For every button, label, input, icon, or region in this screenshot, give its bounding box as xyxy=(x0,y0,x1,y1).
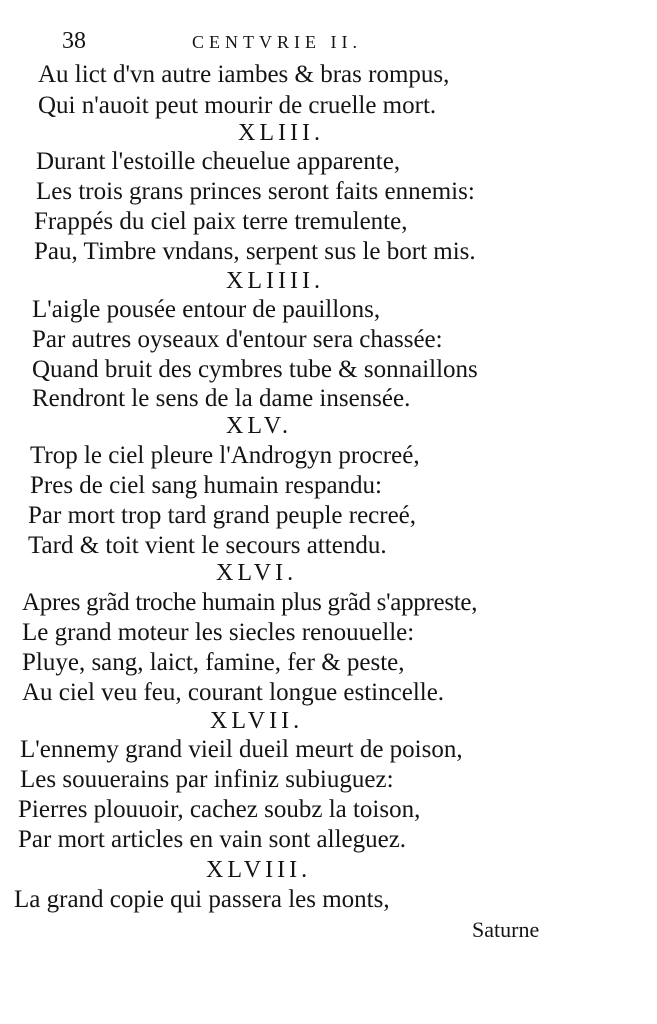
verse-line: La grand copie qui passera les monts, xyxy=(14,886,390,913)
verse-line: Pau, Timbre vndans, serpent sus le bort mis. xyxy=(34,238,476,265)
quatrain-numeral: XLIIII. xyxy=(226,268,324,294)
quatrain-numeral: XLIII. xyxy=(238,120,324,146)
verse-line: Quand bruit des cymbres tube & sonnaillons xyxy=(32,356,478,383)
verse-line: Par mort trop tard grand peuple recreé, xyxy=(28,502,417,529)
verse-line: Au lict d'vn autre iambes & bras rompus, xyxy=(38,61,450,88)
verse-line: Apres grãd troche humain plus grãd s'appreste, xyxy=(22,589,478,616)
verse-line: L'aigle pousée entour de pauillons, xyxy=(32,296,381,323)
verse-line: Par autres oyseaux d'entour sera chassée: xyxy=(32,326,443,353)
verse-line: Frappés du ciel paix terre tremulente, xyxy=(34,208,408,235)
verse-line: Pierres plouuoir, cachez soubz la toison, xyxy=(18,796,421,823)
verse-line: Par mort articles en vain sont alleguez. xyxy=(18,826,407,853)
verse-line: Tard & toit vient le secours attendu. xyxy=(28,532,387,559)
verse-line: Le grand moteur les siecles renouuelle: xyxy=(22,619,415,646)
verse-line: Au ciel veu feu, courant longue estincelle. xyxy=(22,679,445,706)
verse-line: Qui n'auoit peut mourir de cruelle mort. xyxy=(38,92,437,119)
verse-line: Rendront le sens de la dame insensée. xyxy=(32,385,411,412)
verse-line: Les souuerains par infiniz subiuguez: xyxy=(20,766,394,793)
verse-line: Durant l'estoille cheuelue apparente, xyxy=(36,148,401,175)
quatrain-numeral: XLVIII. xyxy=(206,857,312,883)
catchword: Saturne xyxy=(472,917,540,942)
running-head: CENTVRIE II. xyxy=(192,32,362,52)
verse-line: Trop le ciel pleure l'Androgyn procreé, xyxy=(30,442,420,469)
page-number: 38 xyxy=(62,28,86,54)
verse-line: Pluye, sang, laict, famine, fer & peste, xyxy=(22,649,405,676)
verse-line: L'ennemy grand vieil dueil meurt de poison, xyxy=(20,736,463,763)
page-header xyxy=(62,28,462,58)
quatrain-numeral: XLV. xyxy=(226,413,293,439)
quatrain-numeral: XLVI. xyxy=(216,560,298,586)
quatrain-numeral: XLVII. xyxy=(210,708,304,734)
verse-line: Pres de ciel sang humain respandu: xyxy=(30,472,382,499)
verse-line: Les trois grans princes seront faits ennemis: xyxy=(36,178,475,205)
